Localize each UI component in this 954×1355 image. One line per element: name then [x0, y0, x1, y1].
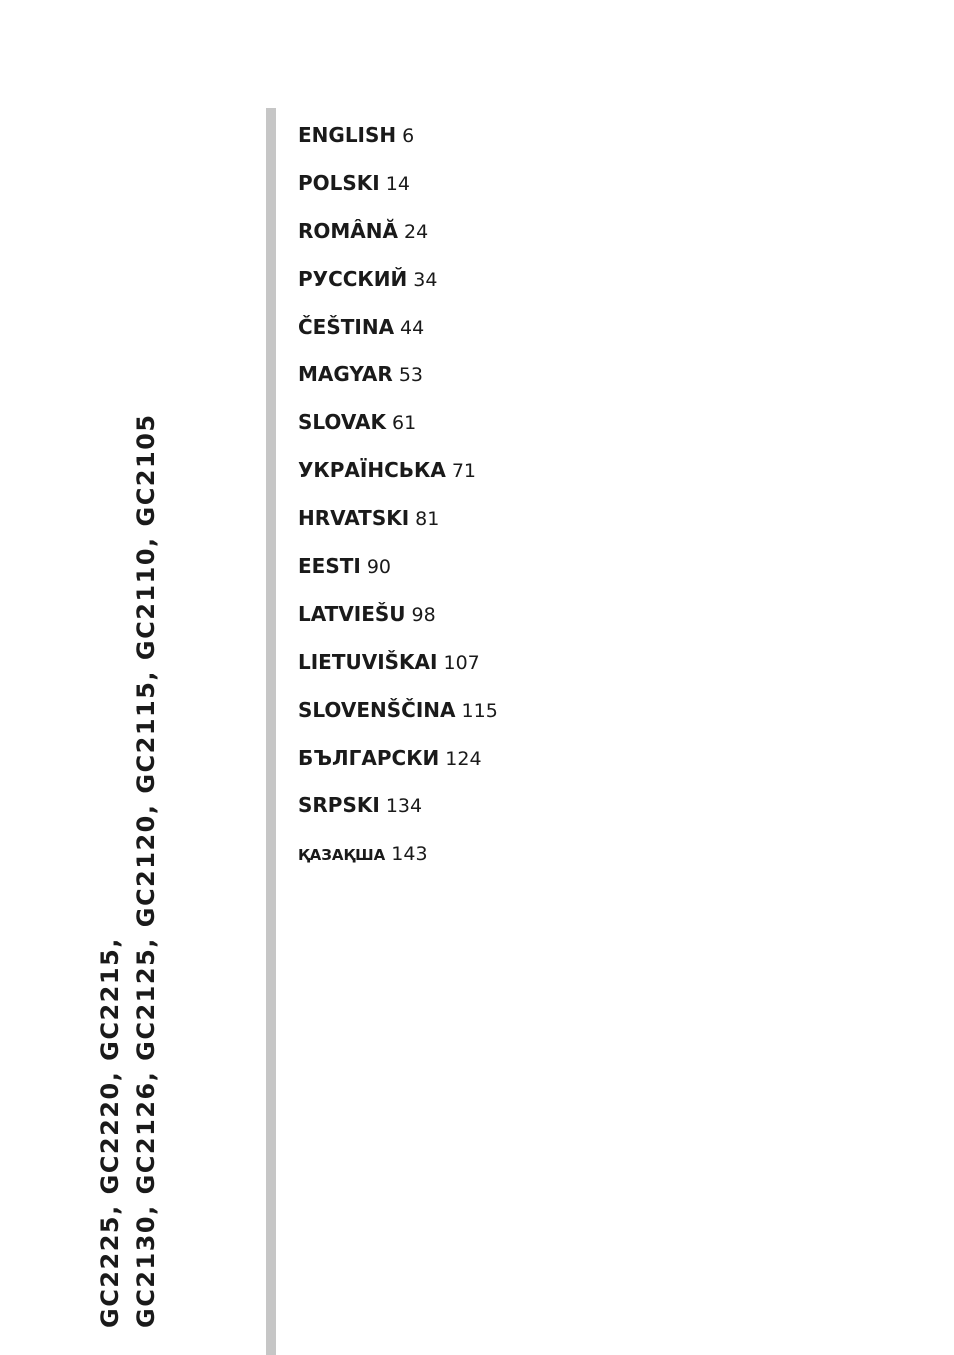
- toc-entry-polski[interactable]: [298, 166, 498, 214]
- toc-language: LATVIEŠU: [298, 601, 406, 626]
- model-line-2: GC2130, GC2126, GC2125, GC2120, GC2115, GC2110, GC2105: [132, 413, 160, 1328]
- toc-entry-romana[interactable]: [298, 214, 498, 262]
- toc-language: EESTI: [298, 554, 361, 579]
- toc-language: РУССКИЙ: [298, 266, 408, 291]
- toc-entry-srpski[interactable]: [298, 788, 498, 836]
- toc-entry-latviesu[interactable]: [298, 597, 498, 645]
- toc-language: ҚАЗАҚША: [298, 846, 386, 865]
- toc-entry-russkiy[interactable]: [298, 262, 498, 310]
- toc-page-number: 61: [392, 412, 417, 435]
- toc-entry-hrvatski[interactable]: [298, 501, 498, 549]
- toc-entry-eesti[interactable]: [298, 549, 498, 597]
- toc-entry-lietuviskai[interactable]: [298, 645, 498, 693]
- toc-page-number: 53: [398, 364, 423, 387]
- toc-language: POLSKI: [298, 170, 380, 195]
- vertical-divider-bar: [266, 108, 276, 1355]
- toc-language: SLOVENŠČINA: [298, 697, 456, 722]
- toc-language: MAGYAR: [298, 362, 393, 387]
- toc-page-number: 90: [366, 556, 391, 579]
- toc-language: LIETUVIŠKAI: [298, 649, 438, 674]
- toc-page-number: 6: [402, 125, 415, 147]
- toc-entry-ukrainska[interactable]: [298, 453, 498, 501]
- toc-page-number: 143: [391, 843, 428, 866]
- toc-entry-slovenscina[interactable]: [298, 693, 498, 741]
- toc-entry-magyar[interactable]: [298, 357, 498, 405]
- toc-language: SLOVAK: [298, 410, 386, 435]
- toc-page-number: 107: [443, 651, 480, 674]
- toc-page-number: 98: [411, 603, 436, 626]
- toc-page-number: 71: [451, 460, 477, 483]
- toc-language: ROMÂNĂ: [298, 218, 398, 243]
- toc-entry-balgarski[interactable]: [298, 741, 498, 789]
- toc-page-number: 124: [445, 747, 482, 770]
- model-line-1: GC2225, GC2220, GC2215,: [96, 937, 124, 1328]
- toc-page-number: 14: [385, 172, 410, 195]
- toc-language: БЪЛГАРСКИ: [298, 745, 440, 770]
- toc-entry-kazaksha[interactable]: [298, 836, 498, 884]
- toc-page-number: 81: [415, 508, 440, 531]
- toc-page-number: 44: [400, 316, 425, 339]
- toc-language: ČEŠTINA: [298, 314, 395, 339]
- table-of-contents: [298, 118, 498, 884]
- toc-language: SRPSKI: [298, 793, 380, 818]
- toc-entry-slovak[interactable]: [298, 405, 498, 453]
- toc-page-number: 24: [404, 220, 429, 243]
- toc-entry-english[interactable]: [298, 118, 498, 166]
- toc-page-number: 115: [461, 699, 498, 722]
- toc-language: УКРАЇНСЬКА: [298, 458, 446, 483]
- toc-page-number: 34: [413, 268, 438, 291]
- toc-entry-cestina[interactable]: [298, 310, 498, 358]
- toc-page-number: 134: [385, 795, 423, 818]
- toc-language: HRVATSKI: [298, 506, 410, 531]
- toc-language: ENGLISH: [298, 123, 397, 147]
